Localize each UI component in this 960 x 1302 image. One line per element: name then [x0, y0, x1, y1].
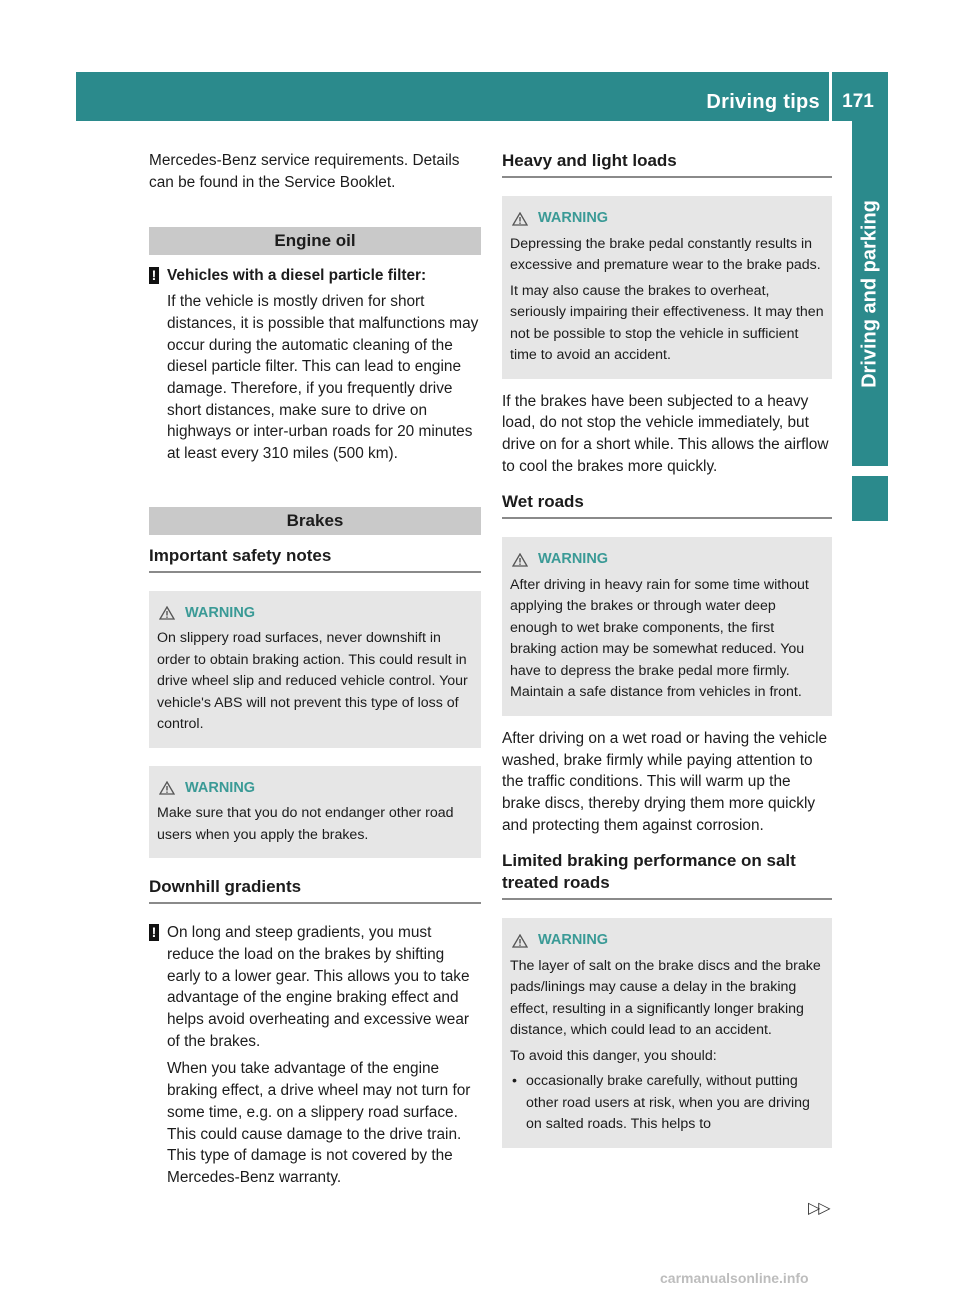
warning-triangle-icon	[512, 553, 528, 567]
warning-box-endanger	[149, 766, 481, 859]
page-number: 171	[842, 91, 874, 112]
brakes-section-title: Brakes	[149, 507, 481, 535]
warning-text-1: Depressing the brake pedal constantly results in excessive and premature wear to the brake pads.	[510, 235, 821, 273]
warning-box-brake-pedal	[502, 196, 832, 379]
downhill-gradients-heading: Downhill gradients	[149, 876, 481, 904]
chapter-title: Driving tips	[706, 91, 820, 113]
warning-text-2: It may also cause the brakes to overheat, seriously impairing their effectiveness. It may then not be possible to stop the vehicle in sufficient time to avoid an accident.	[510, 282, 824, 363]
downhill-notice-p2: When you take advantage of the engine braking effect, a drive wheel may not turn for some time, e.g. on a slippery road surface. This could cause damage to the drive train. This type of damage is not covered by the Mercedes-Benz warranty.	[167, 1060, 471, 1186]
wet-body: After driving on a wet road or having the vehicle washed, brake firmly while paying attention to the traffic conditions. This will warm up the brake discs, thereby drying them more quickly and protecting them against corrosion.	[502, 729, 828, 834]
warning-header	[510, 208, 824, 230]
salt-roads-heading: Limited braking performance on salt treated roads	[502, 850, 832, 900]
warning-label: WARNING	[538, 210, 609, 226]
warning-triangle-icon	[159, 781, 175, 795]
side-tab-label: Driving and parking	[858, 199, 881, 388]
warning-label: WARNING	[185, 779, 256, 796]
watermark: carmanualsonline.info	[660, 1270, 809, 1286]
warning-text-2: To avoid this danger, you should:	[510, 1047, 717, 1064]
warning-header	[157, 778, 473, 800]
warning-label: WARNING	[185, 604, 256, 621]
warning-bullet: • occasionally brake carefully, without putting other road users at risk, when you are driving on salted roads. This helps to	[510, 1071, 824, 1136]
side-tab	[852, 121, 888, 466]
warning-header	[510, 549, 824, 571]
warning-box-wet	[502, 537, 832, 716]
heavy-light-loads-heading: Heavy and light loads	[502, 150, 832, 178]
caution-icon: !	[149, 267, 159, 284]
page-header	[76, 72, 888, 121]
engine-oil-section-title: Engine oil	[149, 227, 481, 255]
loads-body: If the brakes have been subjected to a heavy load, do not stop the vehicle immediately, but drive on for a short while. This allows the airflow to cool the brakes more quickly.	[502, 392, 829, 475]
notice-lead: Vehicles with a diesel particle filter:	[167, 267, 427, 285]
warning-box-downshift	[149, 591, 481, 748]
diesel-filter-notice	[149, 265, 481, 464]
warning-label: WARNING	[538, 551, 609, 568]
warning-triangle-icon	[512, 934, 528, 948]
warning-triangle-icon	[512, 212, 528, 226]
warning-label: WARNING	[538, 932, 609, 949]
important-safety-notes-heading: Important safety notes	[149, 545, 481, 573]
warning-triangle-icon	[159, 606, 175, 620]
warning-text: On slippery road surfaces, never downshift in order to obtain braking action. This could result in drive wheel slip and reduced vehicle control. Your vehicle's ABS will not prevent this type of loss of control.	[157, 630, 468, 733]
notice-body: If the vehicle is mostly driven for short distances, it is possible that malfunctions may occur during the automatic cleaning of the diesel particle filter. This can lead to engine damage. Therefore, if you frequently drive short distances, make sure to drive on highways or inter-urban roads for 20 minutes at least every 310 miles (500 km).	[167, 293, 479, 463]
warning-box-salt	[502, 918, 832, 1148]
left-column	[149, 150, 481, 1201]
warning-text-1: The layer of salt on the brake discs and the brake pads/linings may cause a delay in the braking effect, resulting in a significantly longer braking distance, which could lead to an accident.	[510, 957, 821, 1039]
warning-header	[510, 930, 824, 952]
intro-paragraph: Mercedes-Benz service requirements. Details can be found in the Service Booklet.	[149, 152, 460, 191]
wet-roads-heading: Wet roads	[502, 491, 832, 519]
downhill-notice-p1: On long and steep gradients, you must reduce the load on the brakes by shifting early to a lower gear. This allows you to take advantage of the engine braking effect and helps avoid overheating and excessive wear of the brakes.	[167, 924, 470, 1050]
header-divider	[829, 72, 832, 121]
warning-text: After driving in heavy rain for some time without applying the brakes or through water deep enough to wet brake components, the first braking action may be somewhat reduced. You have to depress the brake pedal more firmly. Maintain a safe distance from vehicles in front.	[510, 576, 809, 701]
right-column	[502, 150, 832, 1166]
warning-header	[157, 603, 473, 625]
side-tab-marker	[852, 476, 888, 521]
warning-text: Make sure that you do not endanger other road users when you apply the brakes.	[157, 805, 454, 843]
continue-arrows-icon: ▷▷	[808, 1200, 829, 1217]
caution-icon: !	[149, 924, 159, 941]
downhill-notice	[149, 922, 481, 1188]
